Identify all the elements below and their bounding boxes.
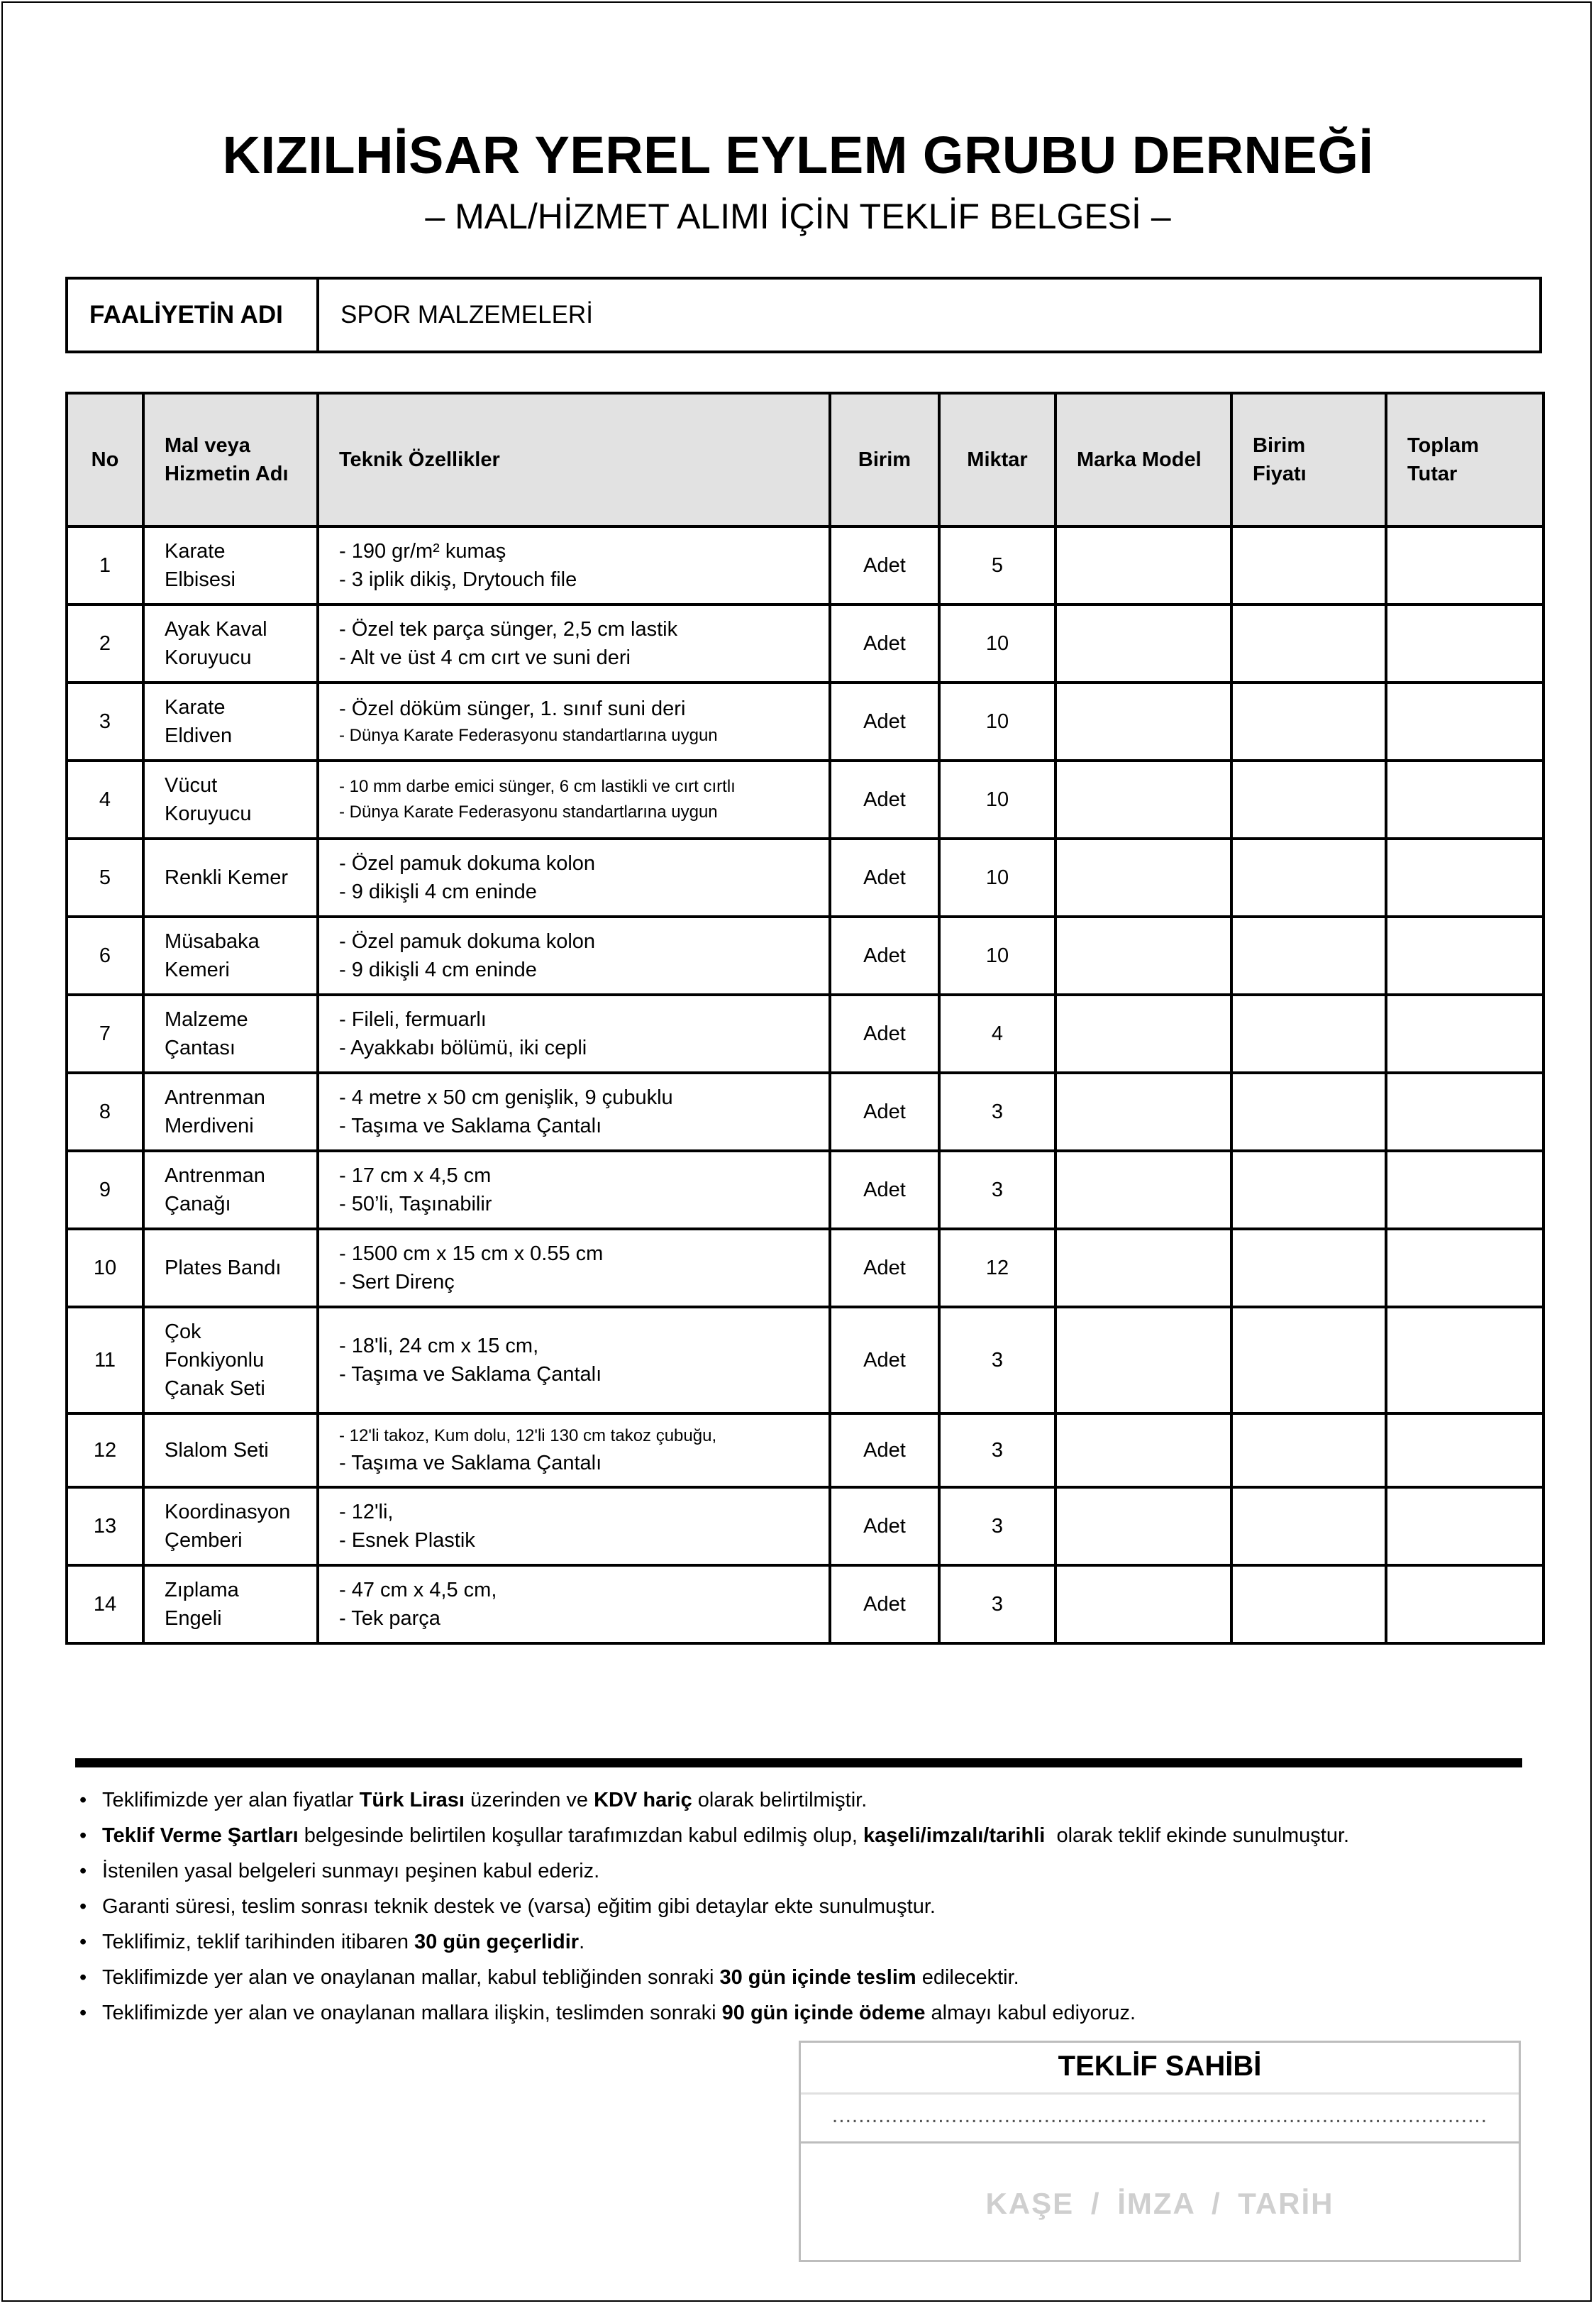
row-quantity: 3 xyxy=(939,1565,1055,1643)
row-item-name xyxy=(143,1151,318,1229)
row-total-input[interactable] xyxy=(1386,1151,1544,1229)
terms-item xyxy=(79,1818,1534,1853)
header-brand: Marka Model xyxy=(1055,393,1231,526)
item-name-line: Antrenman xyxy=(165,1086,265,1109)
row-quantity: 3 xyxy=(939,1487,1055,1565)
spec-line: - Tek parça xyxy=(339,1607,440,1630)
row-item-name xyxy=(143,1073,318,1151)
terms-text: İstenilen yasal belgeleri sunmayı peşinen kabul ederiz. xyxy=(102,1860,600,1882)
terms-item xyxy=(79,1924,1534,1960)
row-unit-price-input[interactable] xyxy=(1231,526,1386,605)
row-unit-price-input[interactable] xyxy=(1231,683,1386,761)
item-name-line: Koordinasyon xyxy=(165,1501,291,1523)
row-quantity: 10 xyxy=(939,917,1055,995)
row-no: 10 xyxy=(67,1229,143,1307)
bullet-icon: • xyxy=(79,1931,87,1953)
row-unit-price-input[interactable] xyxy=(1231,1073,1386,1151)
table-row xyxy=(67,995,1544,1073)
table-header-row xyxy=(67,393,1544,526)
row-quantity: 3 xyxy=(939,1307,1055,1413)
table-row xyxy=(67,1307,1544,1413)
terms-text: Teklifimizde yer alan ve onaylanan mallara ilişkin, teslimden sonraki xyxy=(102,2002,722,2024)
item-name-line: Kemeri xyxy=(165,959,230,981)
terms-text: almayı kabul ediyoruz. xyxy=(925,2002,1136,2024)
terms-emphasis: kaşeli/imzalı/tarihli xyxy=(863,1824,1046,1847)
table-row xyxy=(67,917,1544,995)
row-total-input[interactable] xyxy=(1386,1487,1544,1565)
row-unit-price-input[interactable] xyxy=(1231,1487,1386,1565)
row-specs xyxy=(318,761,830,839)
spec-line: - 17 cm x 4,5 cm xyxy=(339,1164,492,1187)
table-row xyxy=(67,761,1544,839)
document-subtitle: – MAL/HİZMET ALIMI İÇİN TEKLİF BELGESİ – xyxy=(425,197,1171,236)
table-row xyxy=(67,1413,1544,1487)
section-divider xyxy=(75,1758,1522,1767)
row-specs xyxy=(318,526,830,605)
row-item-name xyxy=(143,761,318,839)
row-no: 8 xyxy=(67,1073,143,1151)
row-total-input[interactable] xyxy=(1386,605,1544,683)
terms-text: . xyxy=(579,1931,585,1953)
table-row xyxy=(67,1565,1544,1643)
header-total xyxy=(1386,393,1544,526)
spec-line: - Taşıma ve Saklama Çantalı xyxy=(339,1115,602,1137)
row-unit: Adet xyxy=(830,683,939,761)
row-brand-model-input[interactable] xyxy=(1055,683,1231,761)
row-unit: Adet xyxy=(830,1487,939,1565)
row-no: 14 xyxy=(67,1565,143,1643)
row-item-name xyxy=(143,839,318,917)
row-total-input[interactable] xyxy=(1386,917,1544,995)
item-name-line: Fonkiyonlu xyxy=(165,1349,265,1372)
row-specs xyxy=(318,1307,830,1413)
row-no: 5 xyxy=(67,839,143,917)
spec-line: - Dünya Karate Federasyonu standartlarına uygun xyxy=(339,802,718,822)
item-name-line: Malzeme xyxy=(165,1008,248,1031)
bullet-icon: • xyxy=(79,1789,87,1811)
row-unit: Adet xyxy=(830,1229,939,1307)
bullet-icon: • xyxy=(79,1824,87,1847)
header-no: No xyxy=(67,393,143,526)
terms-item xyxy=(79,1960,1534,1995)
row-item-name xyxy=(143,526,318,605)
table-row xyxy=(67,1487,1544,1565)
row-unit-price-input[interactable] xyxy=(1231,605,1386,683)
row-total-input[interactable] xyxy=(1386,1073,1544,1151)
item-name-line: Çanak Seti xyxy=(165,1377,265,1400)
terms-emphasis: 30 gün geçerlidir xyxy=(414,1931,580,1953)
spec-line: - 190 gr/m² kumaş xyxy=(339,540,506,563)
row-quantity: 4 xyxy=(939,995,1055,1073)
spec-line: - 3 iplik dikiş, Drytouch file xyxy=(339,568,577,591)
terms-item xyxy=(79,1782,1534,1818)
activity-box xyxy=(65,277,1542,353)
header-total-line1: Toplam xyxy=(1407,434,1479,457)
row-unit: Adet xyxy=(830,1307,939,1413)
terms-text: olarak belirtilmiştir. xyxy=(692,1789,868,1811)
row-brand-model-input[interactable] xyxy=(1055,526,1231,605)
header-unit-price xyxy=(1231,393,1386,526)
terms-emphasis: Teklif Verme Şartları xyxy=(102,1824,299,1847)
item-name-line: Karate xyxy=(165,696,226,719)
row-quantity: 5 xyxy=(939,526,1055,605)
item-name-line: Karate xyxy=(165,540,226,563)
item-name-line: Eldiven xyxy=(165,724,233,747)
table-row xyxy=(67,526,1544,605)
item-name-line: Çanağı xyxy=(165,1193,231,1215)
terms-text: Garanti süresi, teslim sonrası teknik destek ve (varsa) eğitim gibi detaylar ekte sunulmuştur. xyxy=(102,1895,936,1918)
row-unit-price-input[interactable] xyxy=(1231,995,1386,1073)
item-name-line: Renkli Kemer xyxy=(165,866,289,889)
row-specs xyxy=(318,1229,830,1307)
spec-line: - 18'li, 24 cm x 15 cm, xyxy=(339,1335,539,1357)
spec-line: - Esnek Plastik xyxy=(339,1529,475,1552)
row-unit-price-input[interactable] xyxy=(1231,839,1386,917)
row-unit-price-input[interactable] xyxy=(1231,1151,1386,1229)
bidder-title: TEKLİF SAHİBİ xyxy=(801,2043,1519,2095)
document-title: KIZILHİSAR YEREL EYLEM GRUBU DERNEĞİ xyxy=(222,126,1374,184)
row-unit-price-input[interactable] xyxy=(1231,1565,1386,1643)
terms-emphasis: KDV hariç xyxy=(594,1789,692,1811)
terms-text: Teklifimizde yer alan ve onaylanan mallar, kabul tebliğinden sonraki xyxy=(102,1966,720,1989)
spec-line: - Dünya Karate Federasyonu standartlarına uygun xyxy=(339,726,718,745)
table-row xyxy=(67,1229,1544,1307)
item-name-line: Engeli xyxy=(165,1607,222,1630)
header-unit-price-line2: Fiyatı xyxy=(1253,463,1307,485)
row-unit-price-input[interactable] xyxy=(1231,1229,1386,1307)
item-name-line: Çantası xyxy=(165,1037,235,1059)
row-total-input[interactable] xyxy=(1386,526,1544,605)
terms-item xyxy=(79,1853,1534,1889)
row-specs xyxy=(318,605,830,683)
bullet-icon: • xyxy=(79,2002,87,2024)
terms-text: edilecektir. xyxy=(916,1966,1019,1989)
row-item-name xyxy=(143,1229,318,1307)
spec-line: - 1500 cm x 15 cm x 0.55 cm xyxy=(339,1242,604,1265)
row-quantity: 10 xyxy=(939,683,1055,761)
spec-line: - 9 dikişli 4 cm eninde xyxy=(339,959,537,981)
row-total-input[interactable] xyxy=(1386,839,1544,917)
item-name-line: Müsabaka xyxy=(165,930,260,953)
row-total-input[interactable] xyxy=(1386,1565,1544,1643)
spec-line: - 10 mm darbe emici sünger, 6 cm lastikli ve cırt cırtlı xyxy=(339,777,736,796)
row-no: 11 xyxy=(67,1307,143,1413)
item-name-line: Çemberi xyxy=(165,1529,243,1552)
terms-emphasis: 30 gün içinde teslim xyxy=(719,1966,916,1989)
row-total-input[interactable] xyxy=(1386,1229,1544,1307)
row-brand-model-input[interactable] xyxy=(1055,995,1231,1073)
item-name-line: Koruyucu xyxy=(165,802,252,825)
row-specs xyxy=(318,1151,830,1229)
row-item-name xyxy=(143,1413,318,1487)
table-row xyxy=(67,1151,1544,1229)
item-name-line: Koruyucu xyxy=(165,646,252,669)
item-name-line: Çok xyxy=(165,1320,201,1343)
terms-text: Teklifimizde yer alan fiyatlar xyxy=(102,1789,360,1811)
row-no: 1 xyxy=(67,526,143,605)
bidder-name-line[interactable]: ................................................................................................... xyxy=(801,2095,1519,2144)
terms-text: üzerinden ve xyxy=(464,1789,594,1811)
item-name-line: Elbisesi xyxy=(165,568,235,591)
row-no: 2 xyxy=(67,605,143,683)
bullet-icon: • xyxy=(79,1860,87,1882)
row-item-name xyxy=(143,1307,318,1413)
spec-line: - 9 dikişli 4 cm eninde xyxy=(339,881,537,903)
row-total-input[interactable] xyxy=(1386,1307,1544,1413)
spec-line: - Ayakkabı bölümü, iki cepli xyxy=(339,1037,587,1059)
spec-line: - Sert Direnç xyxy=(339,1271,455,1293)
terms-item xyxy=(79,1995,1534,2031)
item-name-line: Vücut xyxy=(165,774,218,797)
row-specs xyxy=(318,917,830,995)
row-unit: Adet xyxy=(830,605,939,683)
row-item-name xyxy=(143,605,318,683)
row-unit: Adet xyxy=(830,1151,939,1229)
item-name-line: Ayak Kaval xyxy=(165,618,267,641)
header-unit: Birim xyxy=(830,393,939,526)
stamp-signature-date-placeholder: KAŞE / İMZA / TARİH xyxy=(985,2187,1334,2220)
items-table xyxy=(65,392,1545,1645)
row-item-name xyxy=(143,917,318,995)
header-name xyxy=(143,393,318,526)
spec-line: - Taşıma ve Saklama Çantalı xyxy=(339,1363,602,1386)
item-name-line: Plates Bandı xyxy=(165,1257,282,1279)
row-no: 6 xyxy=(67,917,143,995)
row-brand-model-input[interactable] xyxy=(1055,1487,1231,1565)
row-unit: Adet xyxy=(830,526,939,605)
spec-line: - 47 cm x 4,5 cm, xyxy=(339,1579,497,1601)
header-qty: Miktar xyxy=(939,393,1055,526)
header-spec: Teknik Özellikler xyxy=(318,393,830,526)
spec-line: - 12'li takoz, Kum dolu, 12'li 130 cm takoz çubuğu, xyxy=(339,1426,717,1445)
row-item-name xyxy=(143,1565,318,1643)
row-specs xyxy=(318,1073,830,1151)
bullet-icon: • xyxy=(79,1966,87,1989)
terms-emphasis: 90 gün içinde ödeme xyxy=(721,2002,926,2024)
table-row xyxy=(67,683,1544,761)
row-item-name xyxy=(143,995,318,1073)
spec-line: - Özel tek parça sünger, 2,5 cm lastik xyxy=(339,618,678,641)
terms-emphasis: Türk Lirası xyxy=(359,1789,465,1811)
row-unit: Adet xyxy=(830,1565,939,1643)
item-name-line: Antrenman xyxy=(165,1164,265,1187)
row-item-name xyxy=(143,683,318,761)
row-specs xyxy=(318,683,830,761)
row-no: 3 xyxy=(67,683,143,761)
spec-line: - Özel pamuk dokuma kolon xyxy=(339,930,596,953)
row-brand-model-input[interactable] xyxy=(1055,1565,1231,1643)
bullet-icon: • xyxy=(79,1895,87,1918)
terms-text: belgesinde belirtilen koşullar tarafımızdan kabul edilmiş olup, xyxy=(298,1824,864,1847)
spec-line: - Fileli, fermuarlı xyxy=(339,1008,487,1031)
spec-line: - Taşıma ve Saklama Çantalı xyxy=(339,1452,602,1474)
terms-list xyxy=(79,1782,1534,2031)
row-no: 9 xyxy=(67,1151,143,1229)
row-quantity: 3 xyxy=(939,1413,1055,1487)
row-brand-model-input[interactable] xyxy=(1055,761,1231,839)
row-quantity: 3 xyxy=(939,1073,1055,1151)
row-brand-model-input[interactable] xyxy=(1055,1229,1231,1307)
row-total-input[interactable] xyxy=(1386,995,1544,1073)
row-total-input[interactable] xyxy=(1386,1413,1544,1487)
terms-text: Teklifimiz, teklif tarihinden itibaren xyxy=(102,1931,415,1953)
row-unit-price-input[interactable] xyxy=(1231,761,1386,839)
row-unit: Adet xyxy=(830,917,939,995)
row-quantity: 3 xyxy=(939,1151,1055,1229)
row-unit-price-input[interactable] xyxy=(1231,1413,1386,1487)
spec-line: - Alt ve üst 4 cm cırt ve suni deri xyxy=(339,646,631,669)
header-name-line1: Mal veya xyxy=(165,434,250,457)
header-total-line2: Tutar xyxy=(1407,463,1458,485)
header-unit-price-line1: Birim xyxy=(1253,434,1306,457)
row-quantity: 10 xyxy=(939,605,1055,683)
item-name-line: Merdiveni xyxy=(165,1115,254,1137)
terms-text: olarak teklif ekinde sunulmuştur. xyxy=(1045,1824,1350,1847)
signature-box xyxy=(799,2041,1521,2262)
row-unit-price-input[interactable] xyxy=(1231,917,1386,995)
row-unit: Adet xyxy=(830,1413,939,1487)
row-quantity: 10 xyxy=(939,761,1055,839)
table-row xyxy=(67,605,1544,683)
row-brand-model-input[interactable] xyxy=(1055,1151,1231,1229)
row-no: 4 xyxy=(67,761,143,839)
row-total-input[interactable] xyxy=(1386,761,1544,839)
row-no: 13 xyxy=(67,1487,143,1565)
row-brand-model-input[interactable] xyxy=(1055,1073,1231,1151)
row-quantity: 10 xyxy=(939,839,1055,917)
activity-value: SPOR MALZEMELERİ xyxy=(340,301,593,329)
item-name-line: Slalom Seti xyxy=(165,1439,269,1462)
row-unit: Adet xyxy=(830,761,939,839)
row-item-name xyxy=(143,1487,318,1565)
row-brand-model-input[interactable] xyxy=(1055,917,1231,995)
spec-line: - 50’li, Taşınabilir xyxy=(339,1193,492,1215)
row-no: 7 xyxy=(67,995,143,1073)
spec-line: - 12'li, xyxy=(339,1501,394,1523)
table-body xyxy=(67,526,1544,1643)
row-specs xyxy=(318,995,830,1073)
spec-line: - Özel döküm sünger, 1. sınıf suni deri xyxy=(339,697,686,720)
spec-line: - Özel pamuk dokuma kolon xyxy=(339,852,596,875)
row-unit: Adet xyxy=(830,839,939,917)
row-brand-model-input[interactable] xyxy=(1055,1307,1231,1413)
row-specs xyxy=(318,1413,830,1487)
row-brand-model-input[interactable] xyxy=(1055,605,1231,683)
table-row xyxy=(67,1073,1544,1151)
row-unit: Adet xyxy=(830,1073,939,1151)
row-specs xyxy=(318,1487,830,1565)
row-specs xyxy=(318,839,830,917)
row-brand-model-input[interactable] xyxy=(1055,839,1231,917)
header-name-line2: Hizmetin Adı xyxy=(165,463,289,485)
item-name-line: Zıplama xyxy=(165,1579,239,1601)
row-no: 12 xyxy=(67,1413,143,1487)
row-total-input[interactable] xyxy=(1386,683,1544,761)
spec-line: - 4 metre x 50 cm genişlik, 9 çubuklu xyxy=(339,1086,673,1109)
row-unit: Adet xyxy=(830,995,939,1073)
row-unit-price-input[interactable] xyxy=(1231,1307,1386,1413)
table-row xyxy=(67,839,1544,917)
row-brand-model-input[interactable] xyxy=(1055,1413,1231,1487)
row-specs xyxy=(318,1565,830,1643)
row-quantity: 12 xyxy=(939,1229,1055,1307)
activity-label: FAALİYETİN ADI xyxy=(68,280,319,351)
terms-item xyxy=(79,1889,1534,1924)
